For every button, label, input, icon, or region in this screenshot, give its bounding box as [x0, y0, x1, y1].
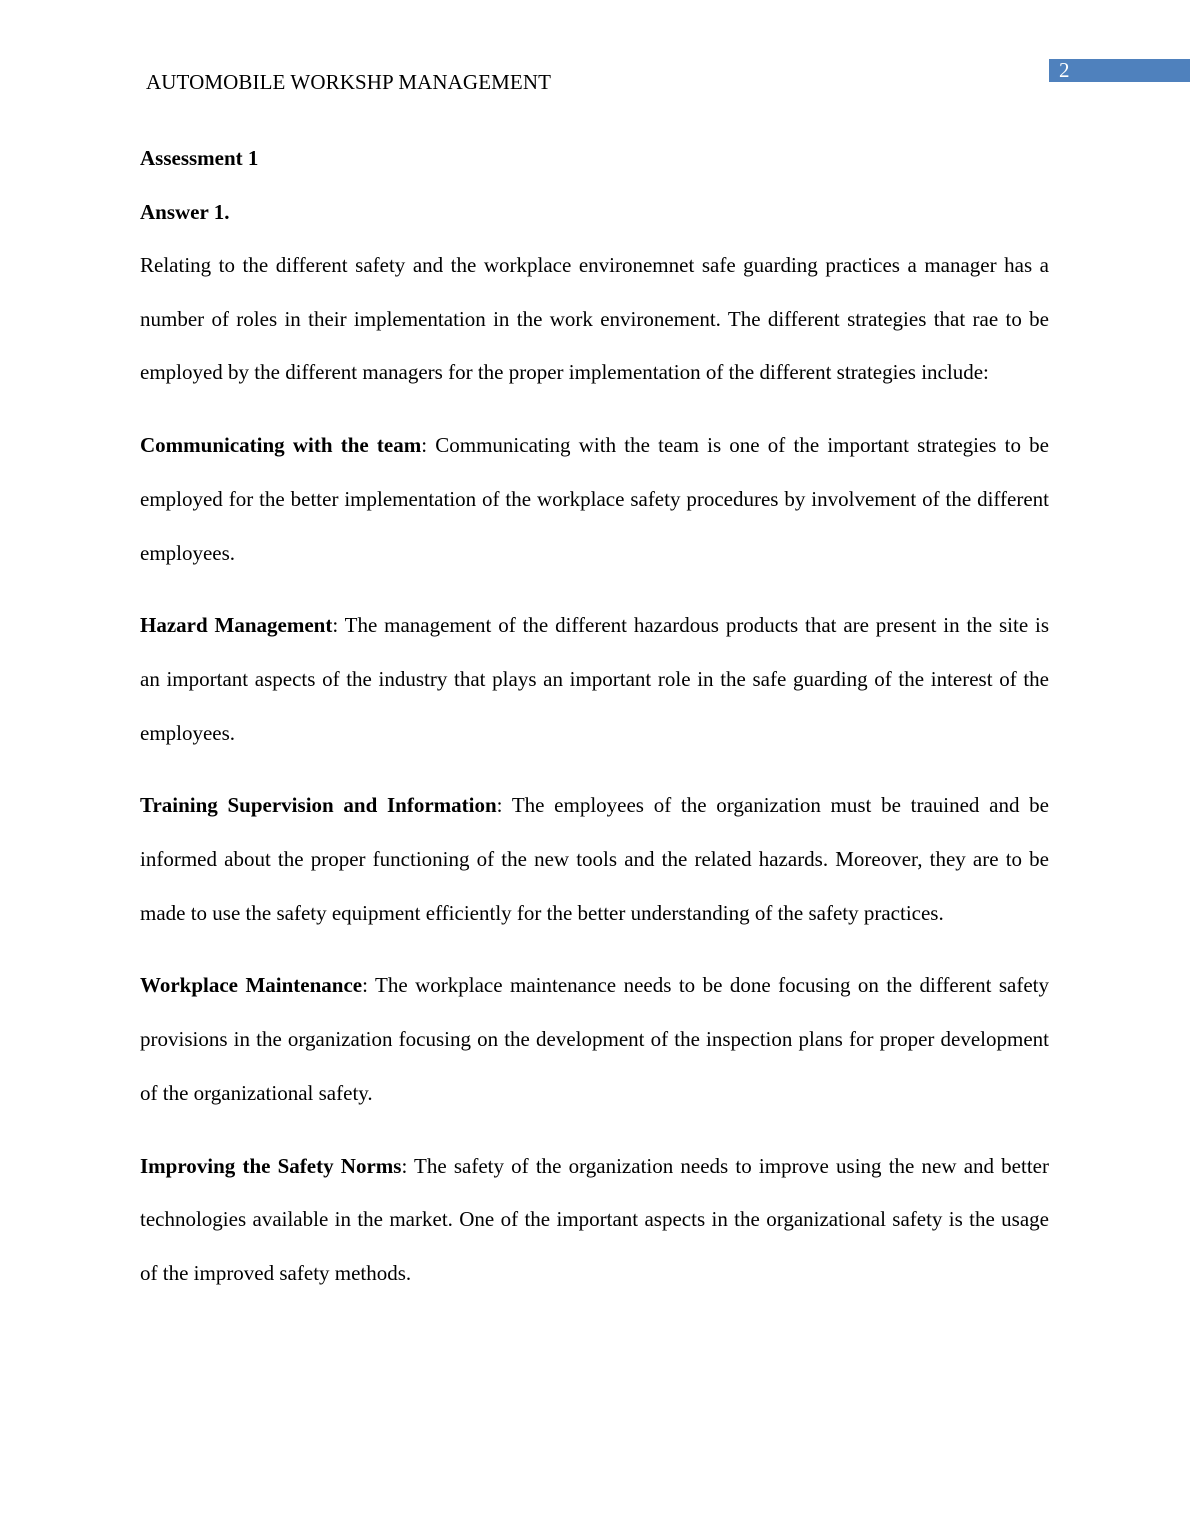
answer-heading: Answer 1. — [140, 200, 230, 224]
strategy-text: : The safety of the organization needs to improve using the new and better technologies available in the market. One of the important aspects in the organizational safety is the usage of the improved safety methods. — [140, 1153, 1049, 1285]
intro-paragraph: Relating to the different safety and the workplace environemnet safe guarding practices a manager has a number of roles in their implementation in the work environement. The different strategies that rae to be employed by the different managers for the proper implementation of the different strategies include: — [140, 253, 1049, 385]
strategy-text: : Communicating with the team is one of the important strategies to be employed for the better implementation of the workplace safety procedures by involvement of the different employees. — [140, 433, 1049, 565]
document-body — [140, 131, 1049, 1320]
running-header-title: AUTOMOBILE WORKSHP MANAGEMENT — [146, 70, 552, 94]
strategy-paragraph-communication — [140, 419, 1049, 580]
section-heading: Assessment 1 — [140, 146, 259, 170]
strategy-title: Training Supervision and Information — [140, 793, 497, 818]
page-number-box — [1049, 59, 1190, 82]
strategy-text: : The management of the different hazardous products that are present in the site is an important aspects of the industry that plays an important role in the safe guarding of the interest of the employees. — [140, 613, 1049, 745]
strategy-paragraph-training — [140, 779, 1049, 940]
strategy-title: Communicating with the team — [140, 433, 422, 458]
strategy-paragraph-hazard — [140, 599, 1049, 760]
strategy-paragraph-safety-norms — [140, 1140, 1049, 1301]
strategy-title: Hazard Management — [140, 613, 333, 638]
strategy-text: : The workplace maintenance needs to be done focusing on the different safety provisions in the organization focusing on the development of the inspection plans for proper development of the organizational safety. — [140, 973, 1049, 1105]
strategy-text: : The employees of the organization must be trauined and be informed about the proper functioning of the new tools and the related hazards. Moreover, they are to be made to use the safety equipment efficiently for the better understanding of the safety practices. — [140, 793, 1049, 925]
strategy-title: Workplace Maintenance — [140, 973, 363, 998]
strategy-paragraph-maintenance — [140, 959, 1049, 1120]
page-number: 2 — [1059, 58, 1070, 82]
strategy-title: Improving the Safety Norms — [140, 1153, 402, 1178]
